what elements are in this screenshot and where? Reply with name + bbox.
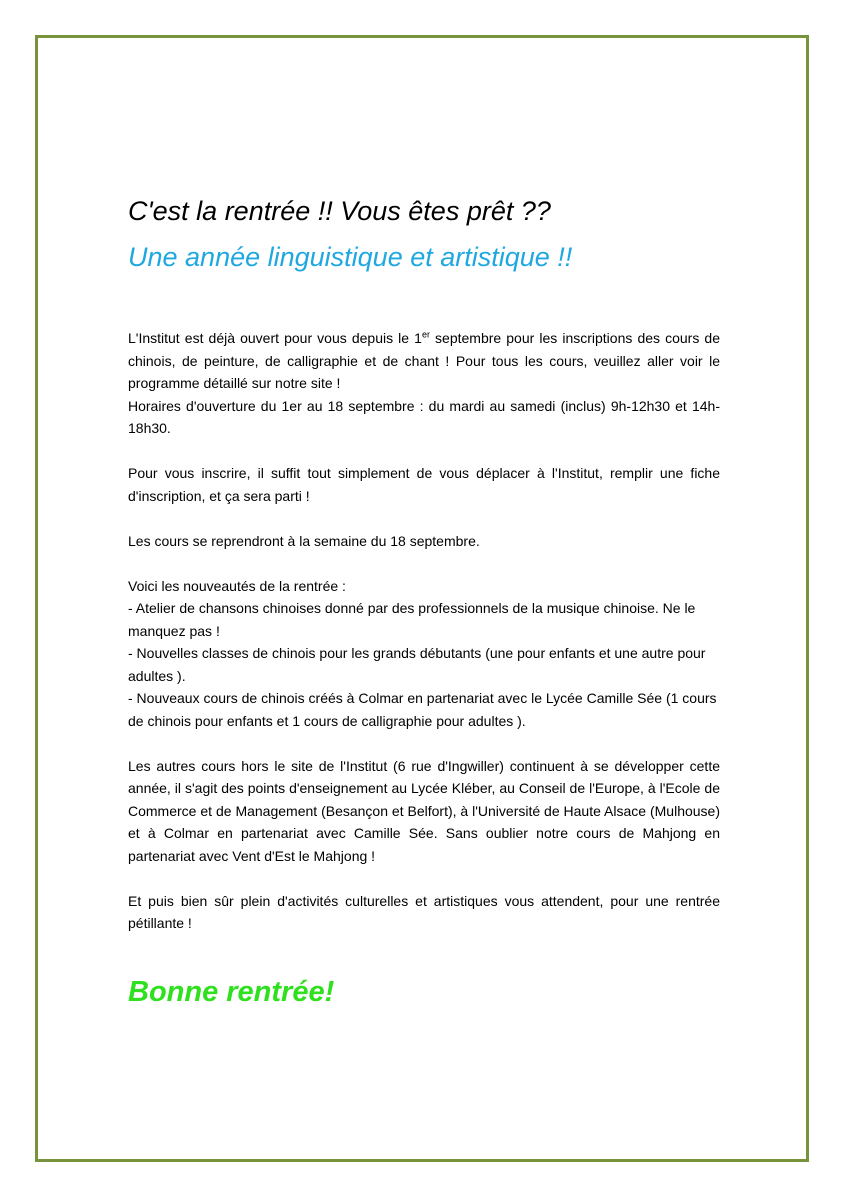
other-courses-paragraph: Les autres cours hors le site de l'Institut (6 rue d'Ingwiller) continuent à se développer cette année, il s'agit des points d'enseignement au Lycée Kléber, au Conseil de l'Europe, à l'Ecole de Commerce et de Management (Besançon et Belfort), à l'Université de Haute Alsace (Mulhouse) et à Colmar en partenariat avec Camille Sée. Sans oublier notre cours de Mahjong en partenariat avec Vent d'Est le Mahjong ! bbox=[128, 757, 720, 864]
page-subtitle: Une année linguistique et artistique !! bbox=[128, 242, 573, 272]
news-item: - Nouveaux cours de chinois créés à Colmar en partenariat avec le Lycée Camille Sée (1 cours de chinois pour enfants et 1 cours de calligraphie pour adultes ). bbox=[128, 690, 717, 729]
intro-text-2: septembre pour les inscriptions des cours de chinois, de peinture, de calligraphie et de chant ! Pour tous les cours, veuillez aller voir le programme détaillé sur notre site ! bbox=[128, 330, 720, 391]
intro-superscript: er bbox=[421, 329, 430, 340]
page-title: C'est la rentrée !! Vous êtes prêt ?? bbox=[128, 196, 551, 226]
resume-paragraph: Les cours se reprendront à la semaine du 18 septembre. bbox=[128, 532, 480, 549]
opening-hours: Horaires d'ouverture du 1er au 18 septembre : du mardi au samedi (inclus) 9h-12h30 et 14h-18h30. bbox=[128, 397, 720, 436]
intro-text-1: L'Institut est déjà ouvert pour vous depuis le 1 bbox=[128, 330, 422, 346]
signup-paragraph: Pour vous inscrire, il suffit tout simplement de vous déplacer à l'Institut, remplir une fiche d'inscription, et ça sera parti ! bbox=[128, 465, 720, 504]
news-item: - Nouvelles classes de chinois pour les grands débutants (une pour enfants et une autre pour adultes ). bbox=[128, 645, 706, 684]
document-body bbox=[128, 327, 720, 957]
intro-paragraph bbox=[128, 327, 720, 440]
activities-paragraph: Et puis bien sûr plein d'activités culturelles et artistiques vous attendent, pour une rentrée pétillante ! bbox=[128, 892, 720, 931]
news-intro: Voici les nouveautés de la rentrée : bbox=[128, 577, 346, 594]
news-item: - Atelier de chansons chinoises donné par des professionnels de la musique chinoise. Ne le manquez pas ! bbox=[128, 600, 696, 639]
news-paragraph bbox=[128, 575, 720, 733]
closing-message: Bonne rentrée! bbox=[128, 976, 335, 1008]
